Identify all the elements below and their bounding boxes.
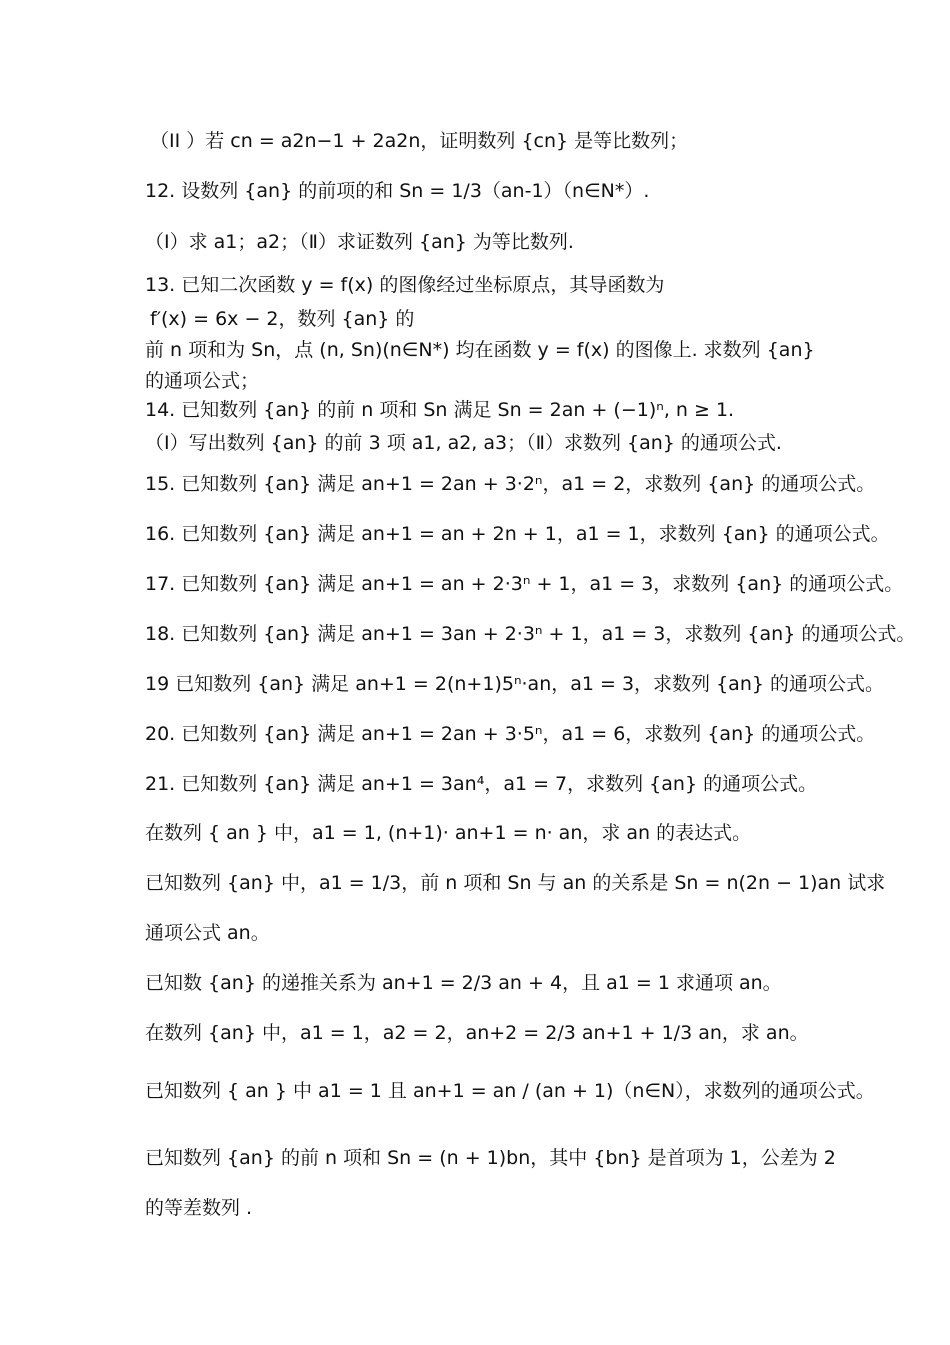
problem-13: 13. 已知二次函数 y = f(x) 的图像经过坐标原点，其导函数为 <box>145 274 665 296</box>
problem-text: 在数列 {an} 中，a1 = 1，a2 = 2，an+2 = 2/3 an+1 + 1/3 an，求 an。 <box>145 1022 809 1044</box>
problem-text: 已知数列 {an} 中，a1 = 1/3，前 n 项和 Sn 与 an 的关系是 Sn = n(2n − 1)an 试求 <box>145 872 886 894</box>
text-line: f′(x) = 6x − 2，数列 {an} 的 <box>150 308 415 330</box>
problem-21: 21. 已知数列 {an} 满足 an+1 = 3an⁴，a1 = 7，求数列 {an} 的通项公式。 <box>145 773 818 795</box>
text-line: 前 n 项和为 Sn，点 (n, Sn)(n∈N*) 均在函数 y = f(x) 的图像上. 求数列 {an} <box>145 339 815 361</box>
problem-17: 17. 已知数列 {an} 满足 an+1 = an + 2·3ⁿ + 1，a1 = 3，求数列 {an} 的通项公式。 <box>145 573 904 595</box>
text-line: （II ）若 cn = a2n−1 + 2a2n，证明数列 {cn} 是等比数列； <box>150 130 689 152</box>
text-line: 的通项公式； <box>145 370 260 392</box>
problem-15: 15. 已知数列 {an} 满足 an+1 = 2an + 3·2ⁿ，a1 = 2，求数列 {an} 的通项公式。 <box>145 473 876 495</box>
problem-20: 20. 已知数列 {an} 满足 an+1 = 2an + 3·5ⁿ，a1 = 6，求数列 {an} 的通项公式。 <box>145 723 876 745</box>
text-line: 的等差数列 . <box>145 1197 253 1219</box>
problem-12: 12. 设数列 {an} 的前项的和 Sn = 1/3（an-1）（n∈N*）. <box>145 180 650 202</box>
problem-16: 16. 已知数列 {an} 满足 an+1 = an + 2n + 1，a1 = 1，求数列 {an} 的通项公式。 <box>145 523 890 545</box>
text-line: 通项公式 an。 <box>145 922 270 944</box>
problem-text: 已知数 {an} 的递推关系为 an+1 = 2/3 an + 4，且 a1 = 1 求通项 an。 <box>145 972 782 994</box>
text-line: （Ⅰ）写出数列 {an} 的前 3 项 a1, a2, a3；（Ⅱ）求数列 {an} 的通项公式. <box>145 432 782 454</box>
problem-18: 18. 已知数列 {an} 满足 an+1 = 3an + 2·3ⁿ + 1，a1 = 3，求数列 {an} 的通项公式。 <box>145 623 916 645</box>
problem-19: 19 已知数列 {an} 满足 an+1 = 2(n+1)5ⁿ·an，a1 = 3，求数列 {an} 的通项公式。 <box>145 673 884 695</box>
problem-text: 已知数列 { an } 中 a1 = 1 且 an+1 = an / (an + 1)（n∈N），求数列的通项公式。 <box>145 1080 875 1102</box>
problem-14: 14. 已知数列 {an} 的前 n 项和 Sn 满足 Sn = 2an + (−1)ⁿ, n ≥ 1. <box>145 399 735 421</box>
problem-text: 在数列 { an } 中，a1 = 1, (n+1)· an+1 = n· an，求 an 的表达式。 <box>145 822 752 844</box>
text-line: （Ⅰ）求 a1；a2；（Ⅱ）求证数列 {an} 为等比数列. <box>145 231 574 253</box>
problem-text: 已知数列 {an} 的前 n 项和 Sn = (n + 1)bn，其中 {bn} 是首项为 1，公差为 2 <box>145 1147 836 1169</box>
